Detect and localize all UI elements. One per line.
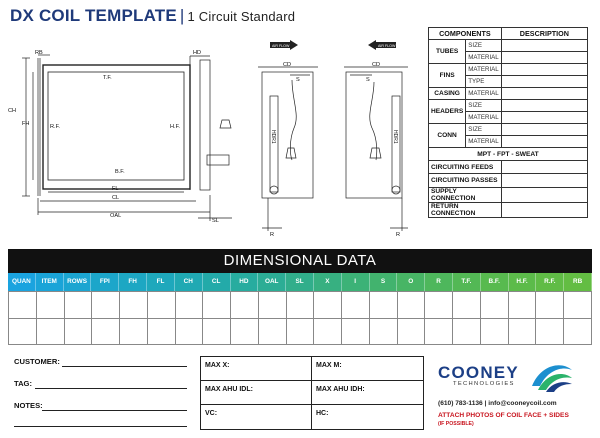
side1-s: S bbox=[296, 77, 300, 83]
max-ahu-idl-field[interactable]: MAX AHU IDL: bbox=[201, 381, 312, 405]
notes-label: NOTES: bbox=[14, 401, 43, 410]
fins-material: MATERIAL bbox=[466, 64, 501, 76]
dim-cell[interactable] bbox=[259, 318, 287, 345]
dim-cell[interactable] bbox=[398, 291, 426, 318]
dim-cell[interactable] bbox=[37, 318, 65, 345]
return-connection: RETURN CONNECTION bbox=[429, 202, 502, 217]
dim-cell[interactable] bbox=[203, 318, 231, 345]
dimensional-data-grid bbox=[8, 291, 592, 345]
dim-cell[interactable] bbox=[231, 291, 259, 318]
dim-cl: CL bbox=[112, 195, 120, 201]
dim-cell[interactable] bbox=[564, 291, 592, 318]
tubes-material-value[interactable] bbox=[501, 52, 587, 64]
dim-cell[interactable] bbox=[287, 318, 315, 345]
dim-col-rb: RB bbox=[564, 273, 592, 291]
customer-label: CUSTOMER: bbox=[14, 357, 60, 366]
side2-s: S bbox=[366, 77, 370, 83]
side1-airflow: AIR FLOW bbox=[272, 44, 290, 48]
dim-fl: FL bbox=[112, 186, 119, 192]
tag-input[interactable] bbox=[35, 388, 187, 389]
supply-connection-value[interactable] bbox=[501, 187, 587, 202]
max-ahu-idh-field[interactable]: MAX AHU IDH: bbox=[312, 381, 423, 405]
dim-cell[interactable] bbox=[148, 291, 176, 318]
company-contact: (610) 783-1136 | info@cooneycoil.com bbox=[438, 400, 557, 407]
max-m-field[interactable]: MAX M: bbox=[312, 357, 423, 381]
tubes-size: SIZE bbox=[466, 40, 501, 52]
dimensional-data-title: DIMENSIONAL DATA bbox=[8, 249, 592, 273]
dim-cell[interactable] bbox=[9, 291, 37, 318]
side1-cd: CD bbox=[283, 62, 292, 68]
tubes-material: MATERIAL bbox=[466, 52, 501, 64]
fins-type: TYPE bbox=[466, 76, 501, 88]
dim-col-i: I bbox=[342, 273, 370, 291]
dim-cell[interactable] bbox=[370, 318, 398, 345]
conn-material: MATERIAL bbox=[466, 136, 501, 148]
components-table bbox=[428, 27, 588, 218]
dim-cell[interactable] bbox=[398, 318, 426, 345]
casing-material: MATERIAL bbox=[466, 88, 501, 100]
group-conn: CONN bbox=[429, 124, 466, 148]
dim-cell[interactable] bbox=[425, 291, 453, 318]
dim-col-s: S bbox=[370, 273, 398, 291]
side1-hdr: HDR1 bbox=[270, 130, 276, 144]
dim-cell[interactable] bbox=[481, 291, 509, 318]
page-title: DX COIL TEMPLATE | 1 Circuit Standard bbox=[10, 6, 296, 25]
dim-bf: B.F. bbox=[115, 169, 125, 175]
description-header: DESCRIPTION bbox=[501, 28, 587, 40]
dim-cell[interactable] bbox=[342, 291, 370, 318]
max-x-field[interactable]: MAX X: bbox=[201, 357, 312, 381]
dim-col-ch: CH bbox=[175, 273, 203, 291]
dim-cell[interactable] bbox=[314, 318, 342, 345]
side2-r: R bbox=[396, 232, 401, 238]
max-dimensions-box bbox=[200, 356, 424, 430]
side2-airflow: AIR FLOW bbox=[378, 44, 396, 48]
dim-cell[interactable] bbox=[536, 291, 564, 318]
dim-col-tf: T.F. bbox=[453, 273, 481, 291]
tubes-size-value[interactable] bbox=[501, 40, 587, 52]
dim-cell[interactable] bbox=[481, 318, 509, 345]
dim-cell[interactable] bbox=[536, 318, 564, 345]
dim-cell[interactable] bbox=[65, 291, 93, 318]
dim-cell[interactable] bbox=[176, 318, 204, 345]
circuiting-feeds-value[interactable] bbox=[501, 161, 587, 174]
attach-photos-note: ATTACH PHOTOS OF COIL FACE + SIDES bbox=[438, 412, 569, 419]
conn-size: SIZE bbox=[466, 124, 501, 136]
return-connection-value[interactable] bbox=[501, 202, 587, 217]
dim-cell[interactable] bbox=[176, 291, 204, 318]
dim-col-rf: R.F. bbox=[536, 273, 564, 291]
dim-col-fl: FL bbox=[147, 273, 175, 291]
dim-cell[interactable] bbox=[92, 291, 120, 318]
dim-cell[interactable] bbox=[314, 291, 342, 318]
dim-cell[interactable] bbox=[148, 318, 176, 345]
dim-col-r: R bbox=[425, 273, 453, 291]
conn-size-value[interactable] bbox=[501, 124, 587, 136]
dim-fh: FH bbox=[22, 121, 30, 127]
tag-label: TAG: bbox=[14, 379, 32, 388]
conn-material-value[interactable] bbox=[501, 136, 587, 148]
dim-cell[interactable] bbox=[120, 318, 148, 345]
dim-col-hd: HD bbox=[231, 273, 259, 291]
dim-cell[interactable] bbox=[342, 318, 370, 345]
circuiting-passes: CIRCUITING PASSES bbox=[429, 174, 502, 187]
dim-col-fpi: FPI bbox=[91, 273, 119, 291]
side2-cd: CD bbox=[372, 62, 381, 68]
dim-cell[interactable] bbox=[259, 291, 287, 318]
dim-cell[interactable] bbox=[92, 318, 120, 345]
dim-col-oal: OAL bbox=[258, 273, 286, 291]
company-tagline: TECHNOLOGIES bbox=[453, 381, 515, 387]
dim-cell[interactable] bbox=[453, 318, 481, 345]
vc-field[interactable]: VC: bbox=[201, 405, 312, 429]
dim-cell[interactable] bbox=[453, 291, 481, 318]
dim-cell[interactable] bbox=[425, 318, 453, 345]
dim-cell[interactable] bbox=[203, 291, 231, 318]
dim-sl: SL bbox=[212, 218, 219, 224]
notes-input-line-2[interactable] bbox=[14, 426, 187, 427]
customer-input[interactable] bbox=[62, 366, 187, 367]
casing-material-value[interactable] bbox=[501, 88, 587, 100]
dim-cell[interactable] bbox=[120, 291, 148, 318]
company-logo-name: COONEY bbox=[438, 363, 519, 382]
dim-cell[interactable] bbox=[231, 318, 259, 345]
dim-col-sl: SL bbox=[286, 273, 314, 291]
page-subtitle: 1 Circuit Standard bbox=[187, 9, 296, 24]
dim-rb: RB bbox=[35, 50, 43, 56]
dim-cell[interactable] bbox=[9, 318, 37, 345]
headers-material: MATERIAL bbox=[466, 112, 501, 124]
dim-col-item: ITEM bbox=[36, 273, 64, 291]
side1-r: R bbox=[270, 232, 275, 238]
dim-tf: T.F. bbox=[103, 75, 112, 81]
headers-size-value[interactable] bbox=[501, 100, 587, 112]
dim-oal: OAL bbox=[110, 213, 122, 219]
dim-col-rows: ROWS bbox=[64, 273, 92, 291]
dim-col-cl: CL bbox=[203, 273, 231, 291]
dim-cell[interactable] bbox=[509, 318, 537, 345]
headers-size: SIZE bbox=[466, 100, 501, 112]
components-header: COMPONENTS bbox=[429, 28, 502, 40]
dim-col-quan: QUAN bbox=[8, 273, 36, 291]
group-headers: HEADERS bbox=[429, 100, 466, 124]
circuiting-passes-value[interactable] bbox=[501, 174, 587, 187]
dim-hf: H.F. bbox=[170, 124, 180, 130]
dim-col-bf: B.F. bbox=[481, 273, 509, 291]
dim-cell[interactable] bbox=[509, 291, 537, 318]
dimensional-header-row bbox=[8, 273, 592, 291]
dim-cell[interactable] bbox=[65, 318, 93, 345]
dim-col-fh: FH bbox=[119, 273, 147, 291]
fins-material-value[interactable] bbox=[501, 64, 587, 76]
dim-cell[interactable] bbox=[37, 291, 65, 318]
dim-rf: R.F. bbox=[50, 124, 60, 130]
dim-col-hf: H.F. bbox=[509, 273, 537, 291]
fins-type-value[interactable] bbox=[501, 76, 587, 88]
headers-material-value[interactable] bbox=[501, 112, 587, 124]
swoosh-logo-icon bbox=[526, 356, 576, 396]
circuiting-feeds: CIRCUITING FEEDS bbox=[429, 161, 502, 174]
dim-col-x: X bbox=[314, 273, 342, 291]
dim-col-o: O bbox=[397, 273, 425, 291]
hc-field[interactable]: HC: bbox=[316, 410, 329, 417]
dim-hd: HD bbox=[193, 50, 202, 56]
connection-types: MPT - FPT - SWEAT bbox=[429, 148, 588, 161]
group-tubes: TUBES bbox=[429, 40, 466, 64]
coil-drawing bbox=[0, 0, 420, 245]
group-fins: FINS bbox=[429, 64, 466, 88]
dim-cell[interactable] bbox=[370, 291, 398, 318]
attach-photos-subnote: (IF POSSIBLE) bbox=[438, 421, 474, 427]
dim-cell[interactable] bbox=[287, 291, 315, 318]
side2-hdr: HDR1 bbox=[392, 130, 398, 144]
dim-cell[interactable] bbox=[564, 318, 592, 345]
supply-connection: SUPPLY CONNECTION bbox=[429, 187, 502, 202]
group-casing: CASING bbox=[429, 88, 466, 100]
notes-input[interactable] bbox=[42, 410, 187, 411]
dim-ch: CH bbox=[8, 108, 17, 114]
